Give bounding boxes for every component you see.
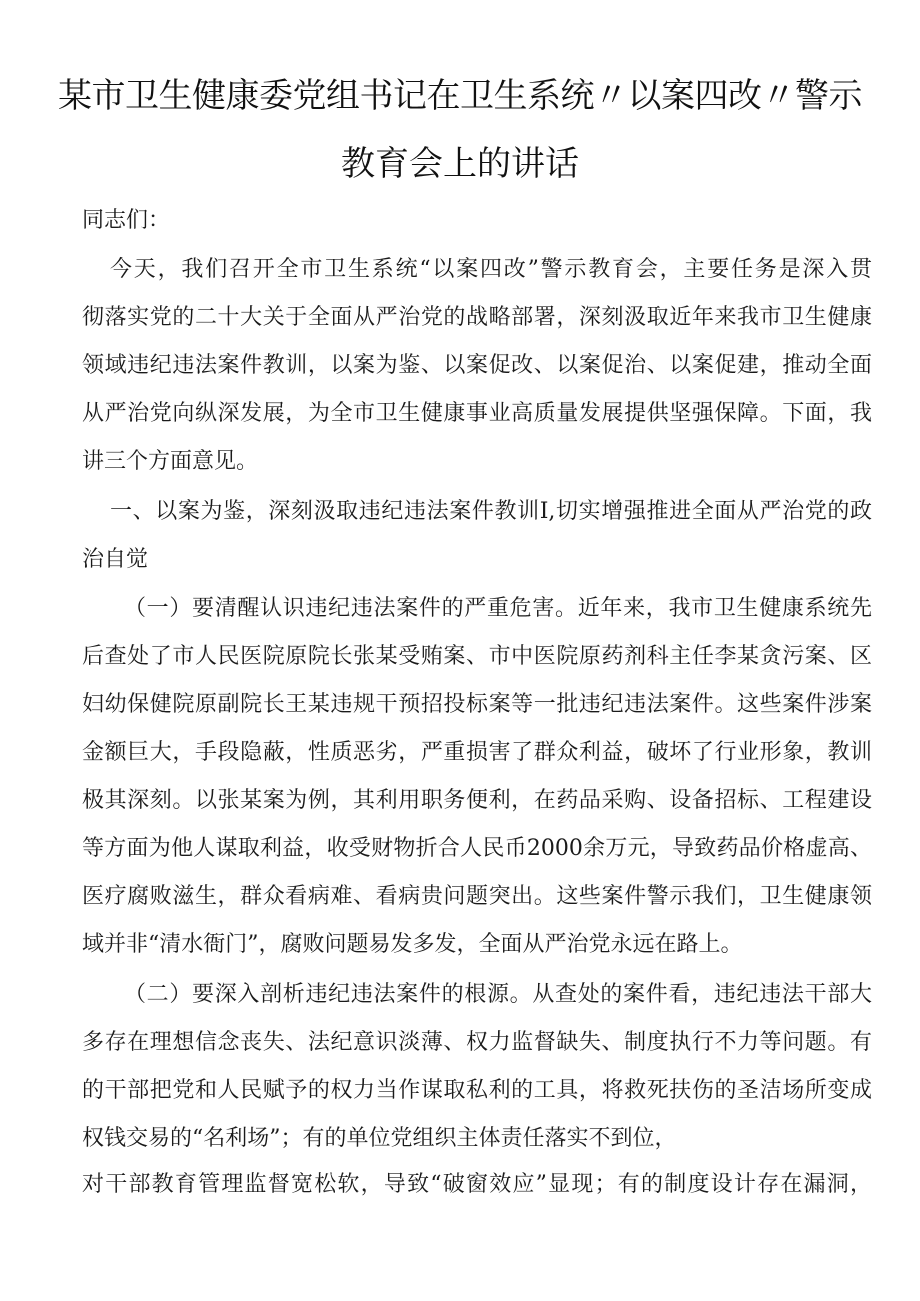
paragraph-3-line-3: 的干部把党和人民赋予的权力当作谋取私利的工具，将救死扶伤的圣洁场所变成 xyxy=(82,1078,872,1103)
paragraph-2-line-1: （一）要清醒认识违纪违法案件的严重危害。近年来，我市卫生健康系统先 xyxy=(124,596,872,621)
paragraph-3-line-4: 权钱交易的“名利场”；有的单位党组织主体责任落实不到位， xyxy=(82,1126,677,1151)
paragraph-3-line-2: 多存在理想信念丧失、法纪意识淡薄、权力监督缺失、制度执行不力等问题。有 xyxy=(82,1030,872,1055)
paragraph-2-line-3: 妇幼保健院原副院长王某违规干预招投标案等一批违纪违法案件。这些案件涉案 xyxy=(82,692,872,717)
paragraph-2-line-7: 医疗腐败滋生，群众看病难、看病贵问题突出。这些案件警示我们，卫生健康领 xyxy=(82,884,872,909)
section-heading-1-line-1: 一、以案为鉴，深刻汲取违纪违法案件教训I,切实增强推进全面从严治党的政 xyxy=(110,499,872,524)
paragraph-1-line-5: 讲三个方面意见。 xyxy=(82,449,259,474)
paragraph-2-line-8: 域并非“清水衙门”，腐败问题易发多发，全面从严治党永远在路上。 xyxy=(82,932,743,957)
paragraph-2-line-4: 金额巨大，手段隐蔽，性质恶劣，严重损害了群众利益，破坏了行业形象，教训 xyxy=(82,740,872,765)
salutation: 同志们： xyxy=(82,208,171,233)
document-title-line-1: 某市卫生健康委党组书记在卫生系统〃以案四改〃警示 xyxy=(58,76,862,116)
paragraph-2-line-5: 极其深刻。以张某案为例，其利用职务便利，在药品采购、设备招标、工程建设 xyxy=(82,788,872,813)
paragraph-1-line-3: 领域违纪违法案件教训，以案为鉴、以案促改、以案促治、以案促建，推动全面 xyxy=(82,353,872,378)
paragraph-1-line-2: 彻落实党的二十大关于全面从严治党的战略部署，深刻汲取近年来我市卫生健康 xyxy=(82,305,872,330)
paragraph-2-line-6: 等方面为他人谋取利益，收受财物折合人民币2000余万元，导致药品价格虚高、 xyxy=(82,836,872,861)
paragraph-3-line-1: （二）要深入剖析违纪违法案件的根源。从查处的案件看，违纪违法干部大 xyxy=(124,982,872,1007)
section-heading-1-line-2: 治自觉 xyxy=(82,547,149,572)
paragraph-2-line-2: 后查处了市人民医院原院长张某受贿案、市中医院原药剂科主任李某贪污案、区 xyxy=(82,644,872,669)
paragraph-1-line-1: 今天，我们召开全市卫生系统“以案四改”警示教育会，主要任务是深入贯 xyxy=(110,257,872,282)
paragraph-3-line-5: 对干部教育管理监督宽松软，导致“破窗效应”显现；有的制度设计存在漏洞， xyxy=(82,1172,872,1197)
document-title-line-2: 教育会上的讲话 xyxy=(341,144,579,184)
paragraph-1-line-4: 从严治党向纵深发展，为全市卫生健康事业高质量发展提供坚强保障。下面，我 xyxy=(82,401,872,426)
